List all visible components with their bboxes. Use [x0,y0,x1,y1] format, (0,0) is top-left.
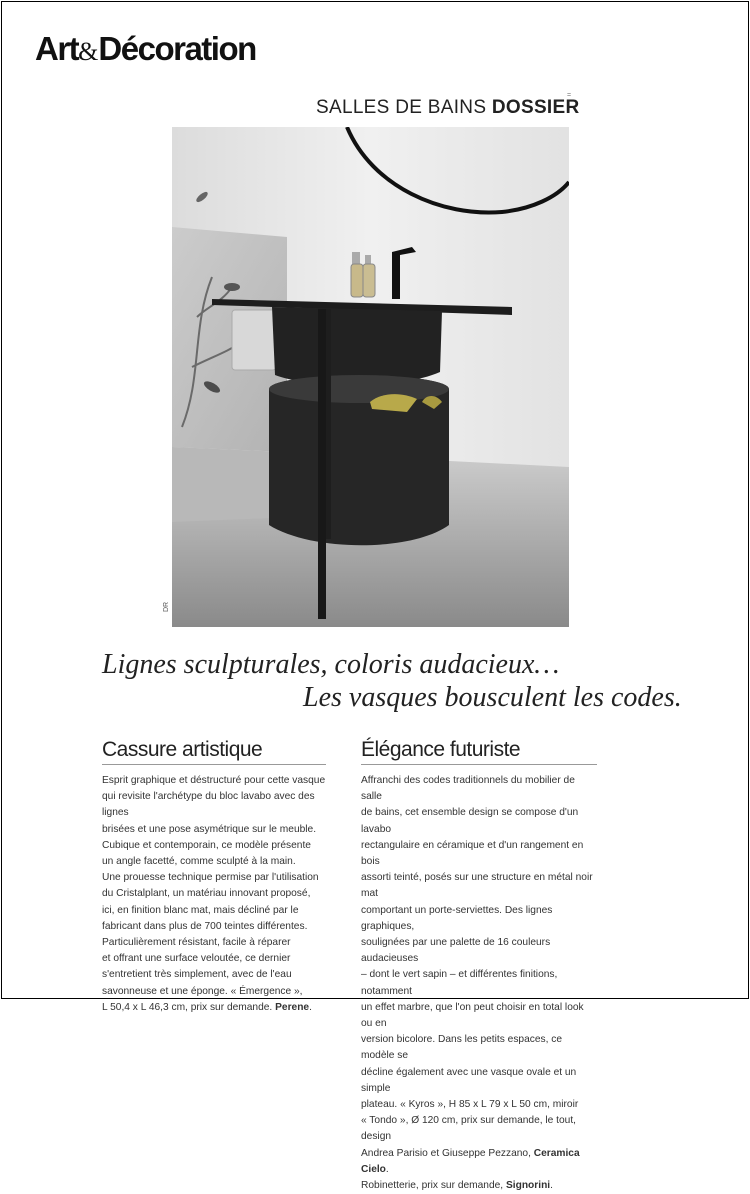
photo-credit: DR [163,601,170,612]
brand-name: Signorini [505,1180,551,1192]
magazine-logo [35,30,256,68]
article-body: Affranchi des codes traditionnels du mobilier de salle de bains, cet ensemble design se compose d'un lavabo rectangulaire en céramique et d'un rangement en bois assorti teinté, posés sur une structure en métal noir mat comportant un porte-serviettes. Des lignes graphiques, soulignées par une palette de 16 couleurs audacieuses – dont le vert sapin – et différentes finitions, notamment un effet marbre, que l'on peut choisir en total look ou en version bicolore. Dans les petits espaces, ce modèle se décline également avec une vasque ovale et un simple plateau. « Kyros », H 85 x L 79 x L 50 cm, miroir « Tondo », Ø 120 cm, prix sur demande, le tout, design Andrea Parisio et Giuseppe Pezzano, Ceramica Cielo. Robinetterie, prix sur demande, Signorini. [361,775,593,1192]
logo-text-decoration: Décoration [98,30,256,67]
rubric-tag: DOSSIER [491,97,580,118]
bathroom-vanity-photo [172,127,569,627]
brand-name: Ceramica Cielo [361,1147,580,1175]
page-mark: = [567,92,572,99]
section-rubric [316,97,580,119]
photo-illustration [172,127,569,627]
headline-line-1: Lignes sculpturales, coloris audacieux… [102,649,560,680]
brand-name: Perene [275,1001,310,1013]
article-cassure-artistique [102,738,326,1016]
headline-line-2: Les vasques bousculent les codes. [303,682,682,713]
article-elegance-futuriste [361,738,597,1194]
article-title: Cassure artistique [102,738,326,765]
logo-ampersand: & [78,37,99,66]
rubric-section: SALLES DE BAINS [316,97,487,118]
article-body: Esprit graphique et déstructuré pour cette vasque qui revisite l'archétype du bloc lavabo avec des lignes brisées et une pose asymétrique sur le meuble. Cubique et contemporain, ce modèle présente un angle facetté, comme sculpté à la main. Une prouesse technique permise par l'utilisation du Cristalplant, un matériau innovant proposé, ici, en finition blanc mat, mais décliné par le fabricant dans plus de 700 teintes différentes. Particulièrement résistant, facile à réparer et offrant une surface veloutée, ce dernier s'entretient très simplement, avec de l'eau savonneuse et une éponge. « Émergence », L 50,4 x L 46,3 cm, prix sur demande. Perene. [102,775,326,1013]
article-title: Élégance futuriste [361,738,597,765]
logo-text-art: Art [35,30,79,67]
